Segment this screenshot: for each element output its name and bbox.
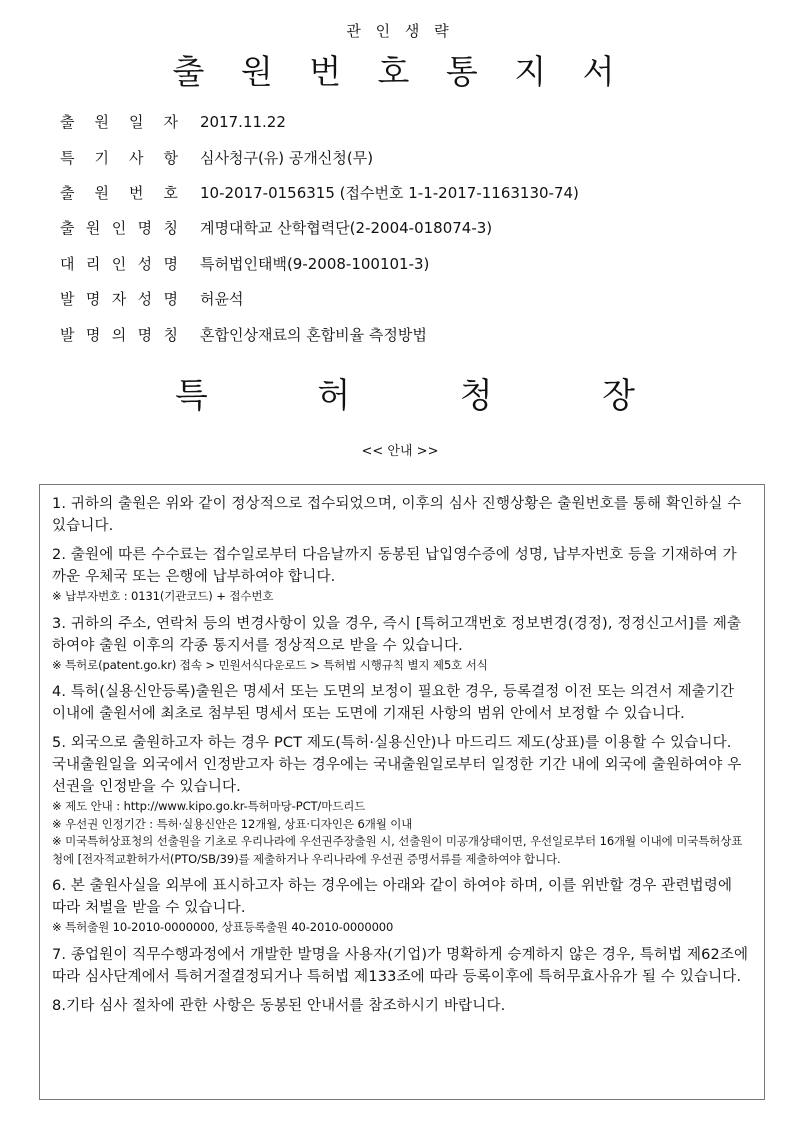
- info-row: [60, 281, 760, 316]
- info-value: 10-2017-0156315 (접수번호 1-1-2017-1163130-74): [200, 183, 579, 202]
- info-label: 발 명 자 성 명: [60, 290, 178, 309]
- notice-item-note: ※ 특허로(patent.go.kr) 접속 > 민원서식다운로드 > 특허법 시행규칙 별지 제5호 서식: [52, 657, 488, 672]
- info-label: 출 원 일 자: [60, 113, 178, 132]
- notice-item-text: 7. 종업원이 직무수행과정에서 개발한 발명을 사용자(기업)가 명확하게 승계하지 않은 경우, 특허법 제62조에 따라 심사단계에서 특허거절결정되거나 특허법 제133조에 따라 등록이후에 특허무효사유가 될 수 있습니다.: [52, 946, 749, 985]
- seal-omitted-text: 관 인 생 략: [346, 22, 454, 40]
- notice-item-text: 3. 귀하의 주소, 연락처 등의 변경사항이 있을 경우, 즉시 [특허고객번호 정보변경(경정), 정정신고서]를 제출하여야 출원 이후의 각종 통지서를 정상적으로 받을 수 있습니다.: [52, 615, 742, 654]
- office-char: 특: [175, 376, 208, 416]
- notice-item-note: ※ 제도 안내 : http://www.kipo.go.kr-특허마당-PCT/마드리드: [52, 799, 366, 813]
- info-value: 심사청구(유) 공개신청(무): [200, 148, 374, 167]
- info-label: 발 명 의 명 칭: [60, 325, 178, 344]
- office-char: 장: [602, 376, 635, 416]
- info-label: 대 리 인 성 명: [60, 254, 178, 273]
- notice-item: [52, 732, 750, 868]
- office-char: 청: [459, 376, 493, 416]
- info-row: [60, 246, 760, 281]
- guide-heading: << 안내 >>: [361, 444, 439, 459]
- notice-item: [52, 681, 750, 725]
- application-info-table: [60, 104, 760, 352]
- office-name: [175, 368, 635, 417]
- notice-item: [52, 995, 750, 1017]
- notice-item-text: 4. 특허(실용신안등록)출원은 명세서 또는 도면의 보정이 필요한 경우, 등록결정 이전 또는 의견서 제출기간 이내에 출원서에 최초로 첨부된 명세서 또는 도면에 기재된 사항의 범위 안에서 보정할 수 있습니다.: [52, 684, 735, 722]
- notice-item-note: ※ 우선권 인정기간 : 특허·실용신안은 12개월, 상표·디자인은 6개월 이내: [52, 816, 413, 831]
- notice-box: [39, 484, 765, 1100]
- notice-item: [52, 613, 750, 675]
- document-title: 출 원 번 호 통 지 서: [172, 52, 628, 91]
- notice-item-text: 8.기타 심사 절차에 관한 사항은 동봉된 안내서를 참조하시기 바랍니다.: [52, 997, 506, 1014]
- info-value: 특허법인태백(9-2008-100101-3): [200, 254, 430, 273]
- notice-item: [52, 875, 750, 937]
- info-row: [60, 210, 760, 245]
- info-row: [60, 139, 760, 174]
- info-row: [60, 175, 760, 210]
- notice-item-text: 2. 출원에 따른 수수료는 접수일로부터 다음날까지 동봉된 납입영수증에 성명, 납부자번호 등을 기재하여 가까운 우체국 또는 은행에 납부하여야 합니다.: [52, 547, 737, 585]
- notice-item: [52, 544, 750, 606]
- notice-item-note: ※ 미국특허상표청의 선출원을 기초로 우리나라에 우선권주장출원 시, 선출원이 미공개상태이면, 우선일로부터 16개월 이내에 미국특허상표청에 [전자적교환허가서(PTO/SB/39)를 제출하거나 우리나라에 우선권 증명서류를 제출하여야 합니다.: [52, 834, 743, 866]
- notice-item-note: ※ 특허출원 10-2010-0000000, 상표등록출원 40-2010-0000000: [52, 920, 394, 934]
- office-char: 허: [317, 376, 351, 416]
- info-label: 특 기 사 항: [60, 148, 178, 167]
- notice-item-note: ※ 납부자번호 : 0131(기관코드) + 접수번호: [52, 589, 274, 603]
- info-label: 출 원 번 호: [60, 183, 178, 202]
- notice-item-text: 5. 외국으로 출원하고자 하는 경우 PCT 제도(특허·실용신안)나 마드리드 제도(상표)를 이용할 수 있습니다. 국내출원일을 외국에서 인정받고자 하는 경우에는 국내출원일로부터 일정한 기간 내에 외국에 출원하여야 우선권을 인정받을 수 있습니다.: [52, 735, 742, 795]
- notice-item: [52, 493, 750, 537]
- info-label: 출 원 인 명 칭: [60, 219, 178, 238]
- info-row: [60, 316, 760, 351]
- info-value: 2017.11.22: [200, 112, 286, 131]
- info-row: [60, 104, 760, 139]
- notice-item: [52, 944, 750, 988]
- info-value: 계명대학교 산학협력단(2-2004-018074-3): [200, 219, 493, 238]
- notice-item-text: 1. 귀하의 출원은 위와 같이 정상적으로 접수되었으며, 이후의 심사 진행상황은 출원번호를 통해 확인하실 수 있습니다.: [52, 496, 742, 534]
- notice-item-text: 6. 본 출원사실을 외부에 표시하고자 하는 경우에는 아래와 같이 하여야 하며, 이를 위반할 경우 관련법령에 따라 처벌을 받을 수 있습니다.: [52, 878, 733, 916]
- info-value: 허윤석: [200, 290, 244, 309]
- info-value: 혼합인상재료의 혼합비율 측정방법: [200, 325, 427, 344]
